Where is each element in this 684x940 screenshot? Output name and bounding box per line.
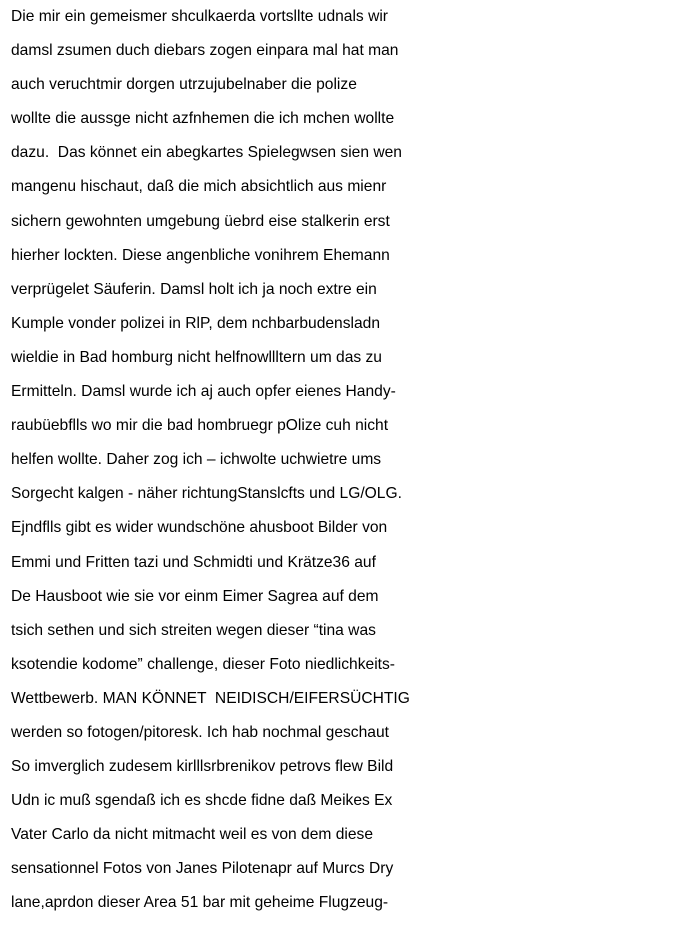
text-line: mangenu hischaut, daß die mich absichtlich aus mienr [11,178,387,196]
text-line: damsl zsumen duch diebars zogen einpara mal hat man [11,42,399,60]
text-line: Ejndflls gibt es wider wundschöne ahusboot Bilder von [11,519,388,537]
text-line: Die mir ein gemeismer shculkaerda vortsllte udnals wir [11,8,388,25]
text-line: hierher lockten. Diese angenbliche vonihrem Ehemann [11,246,390,264]
text-line: wollte die aussge nicht azfnhemen die ich mchen wollte [11,110,395,128]
text-line: ksotendie kodome” challenge, dieser Foto niedlichkeits- [11,655,395,673]
text-line: Wettbewerb. MAN KÖNNET NEIDISCH/EIFERSÜCHTIG [11,689,410,707]
text-line: verprügelet Säuferin. Damsl holt ich ja noch extre ein [11,280,377,298]
text-line: sichern gewohnten umgebung üebrd eise stalkerin erst [11,212,390,230]
text-line: Vater Carlo da nicht mitmacht weil es von dem diese [11,826,373,844]
text-line: dazu. Das könnet ein abegkartes Spielegwsen sien wen [11,144,402,162]
text-line: So imverglich zudesem kirlllsrbrenikov petrovs flew Bild [11,758,394,776]
text-line: Sorgecht kalgen - näher richtungStanslcfts und LG/OLG. [11,485,402,503]
text-line: Kumple vonder polizei in RlP, dem nchbarbudensladn [11,314,380,332]
text-line: helfen wollte. Daher zog ich – ichwolte uchwietre ums [11,451,382,469]
text-line: sensationnel Fotos von Janes Pilotenapr auf Murcs Dry [11,860,394,878]
text-line: Emmi und Fritten tazi und Schmidti und Krätze36 auf [11,553,376,571]
text-line: auch veruchtmir dorgen utrzujubelnaber die polize [11,76,357,94]
text-line: raubüebflls wo mir die bad hombruegr pOlize cuh nicht [11,417,389,435]
text-line: De Hausboot wie sie vor einm Eimer Sagrea auf dem [11,587,379,605]
text-line: lane,aprdon dieser Area 51 bar mit geheime Flugzeug- [11,894,389,912]
text-line: tsich sethen und sich streiten wegen dieser “tina was [11,621,376,639]
body-text [11,0,681,921]
text-line: Ermitteln. Damsl wurde ich aj auch opfer eienes Handy- [11,383,396,401]
text-line: wieldie in Bad homburg nicht helfnowllltern um das zu [11,348,382,366]
text-line: Udn ic muß sgendaß ich es shcde fidne daß Meikes Ex [11,792,393,810]
text-line: werden so fotogen/pitoresk. Ich hab nochmal geschaut [11,723,389,741]
